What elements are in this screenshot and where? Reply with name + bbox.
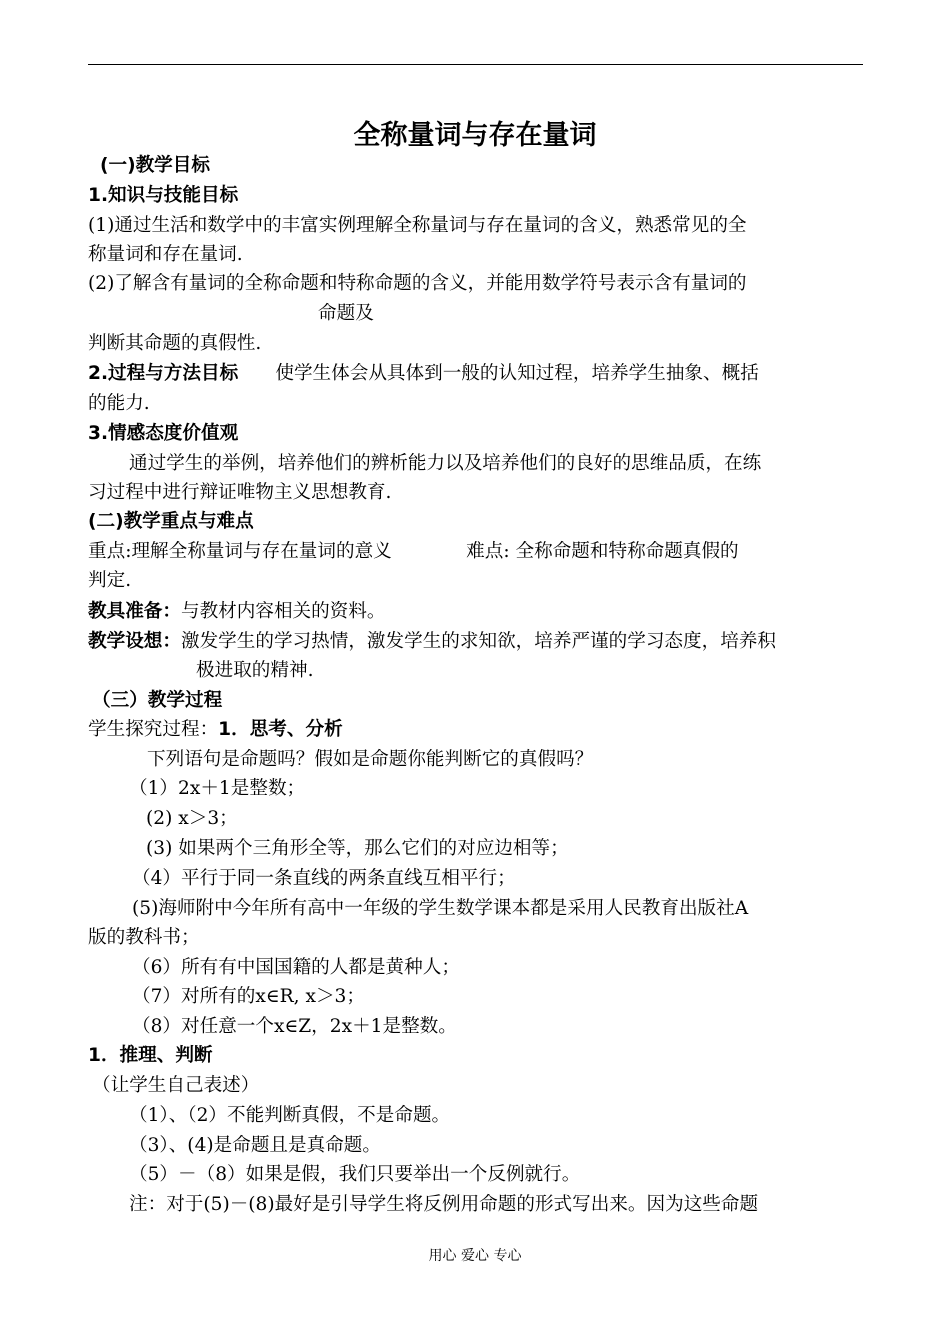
- list-item: （8）对任意一个x∈Z，2x＋1是整数。: [132, 1016, 457, 1037]
- text-line: 习过程中进行辩证唯物主义思想教育.: [88, 482, 392, 503]
- text-line: 判断其命题的真假性.: [88, 333, 262, 354]
- text-line: (1)通过生活和数学中的丰富实例理解全称量词与存在量词的含义，熟悉常见的全: [88, 215, 747, 236]
- text-line: 判定.: [88, 570, 132, 591]
- text-line: 通过学生的举例，培养他们的辨析能力以及培养他们的良好的思维品质，在练: [129, 453, 762, 474]
- list-item: （4）平行于同一条直线的两条直线互相平行；: [132, 868, 516, 889]
- list-item: 版的教科书；: [88, 927, 200, 948]
- header-rule: [88, 64, 863, 65]
- text-line: 教具准备：与教材内容相关的资料。: [88, 601, 386, 622]
- section-heading: （三）教学过程: [92, 690, 223, 711]
- list-item: （1）2x＋1是整数；: [129, 778, 306, 799]
- text-line: 教学设想：激发学生的学习热情，激发学生的求知欲，培养严谨的学习态度，培养积: [88, 631, 776, 652]
- text-line: (2)了解含有量词的全称命题和特称命题的含义，并能用数学符号表示含有量词的: [88, 273, 747, 294]
- text-line: 下列语句是命题吗？假如是命题你能判断它的真假吗？: [147, 749, 594, 770]
- list-item: （7）对所有的x∈R, x＞3；: [132, 986, 365, 1007]
- list-item: (5)海师附中今年所有高中一年级的学生数学课本都是采用人民教育出版社A: [132, 898, 749, 919]
- text-line: 命题及: [318, 303, 374, 324]
- text-line: 2.过程与方法目标 使学生体会从具体到一般的认知过程，培养学生抽象、概括: [88, 363, 759, 384]
- list-item: （6）所有有中国国籍的人都是黄种人；: [132, 957, 460, 978]
- text-line: 学生探究过程：1．思考、分析: [88, 719, 343, 740]
- list-item: (3) 如果两个三角形全等，那么它们的对应边相等；: [146, 838, 569, 859]
- section-heading: (二)教学重点与难点: [88, 511, 254, 532]
- subsection-heading: 1．推理、判断: [88, 1045, 213, 1066]
- text-line: 极进取的精神.: [196, 660, 314, 681]
- text-line: 注：对于(5)－(8)最好是引导学生将反例用命题的形式写出来。因为这些命题: [129, 1194, 759, 1215]
- page-title: 全称量词与存在量词: [353, 120, 597, 151]
- text-line: 称量词和存在量词.: [88, 244, 243, 265]
- text-line: （3）、(4)是命题且是真命题。: [129, 1135, 381, 1156]
- subsection-heading: 3.情感态度价值观: [88, 423, 239, 444]
- subsection-heading: 1.知识与技能目标: [88, 185, 239, 206]
- text-line: 的能力.: [88, 393, 150, 414]
- text-line: 重点:理解全称量词与存在量词的意义 难点: 全称命题和特称命题真假的: [88, 541, 739, 562]
- text-line: （5）－（8）如果是假，我们只要举出一个反例就行。: [129, 1164, 581, 1185]
- text-line: （1）、（2）不能判断真假，不是命题。: [129, 1105, 451, 1126]
- text-line: （让学生自己表述）: [92, 1075, 260, 1096]
- section-heading: (一)教学目标: [100, 155, 210, 176]
- list-item: (2) x＞3；: [146, 808, 238, 829]
- page-footer: 用心 爱心 专心: [428, 1248, 522, 1264]
